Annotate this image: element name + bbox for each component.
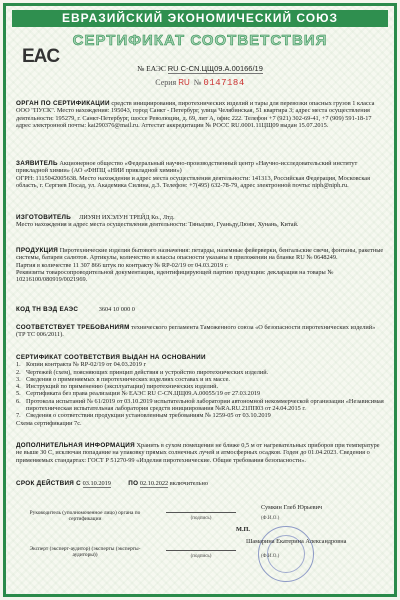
basis-item: 6. Протокола испытаний № 61/2019 от 03.10.2019 испытательной лаборатории автономной некоммерческой организации «Независимая пиротехническая испытательная лаборатория средств инициирования №RA.RU.21ПП03 от 24.04.2015 г. xyxy=(16,397,384,413)
applicant-section xyxy=(16,160,384,189)
basis-heading: СЕРТИФИКАТ СООТВЕТСТВИЯ ВЫДАН НА ОСНОВАНИИ xyxy=(16,354,206,361)
union-banner: ЕВРАЗИЙСКИЙ ЭКОНОМИЧЕСКИЙ СОЮЗ xyxy=(12,10,388,27)
compliance-text: технического регламента Таможенного союза «О безопасности пиротехнических изделий» (ТР ТС 006/2011). xyxy=(16,324,376,339)
seal-label: М.П. xyxy=(236,526,250,533)
head-fio-hint: (Ф.И.О.) xyxy=(261,516,280,521)
basis-item: 7. Сведения о соответствии продукции установленным требованиям № 1259-05 от 03.10.2019 xyxy=(16,412,271,420)
series-label: Серия xyxy=(155,78,177,87)
number-label: № ЕАЭС xyxy=(137,64,166,73)
manufacturer-heading: ИЗГОТОВИТЕЛЬ xyxy=(16,214,72,221)
tnved-heading: КОД ТН ВЭД ЕАЭС xyxy=(16,306,79,313)
number-value: RU C-CN.ЦЩ09.А.00166/19 xyxy=(167,64,263,73)
basis-item: 5. Сертификата без права реализации № ЕАЭС RU C-CN.ЦЩ09.А.00055/19 от 27.03.2019 xyxy=(16,390,261,398)
certificate-title: СЕРТИФИКАТ СООТВЕТСТВИЯ xyxy=(72,32,328,49)
applicant-details: ОГРН: 1115042005638. Место нахождения и адрес места осуществления деятельности: 141313, Российская Федерация, Московская область, г. Сергиев Посад, ул. Академика Силина, д.3. Телефон: +7(495) 632-78-79, адрес электронной почты: niph@niph.ru. xyxy=(16,174,370,189)
series-line xyxy=(6,78,394,88)
extra-info-text: Хранить в сухом помещении не ближе 0,5 м от нагревательных приборов при температуре не выше 30 С, исключая попадание на упаковку прямых солнечных лучей и атмосферных осадков. Годен до 01.04.2023. Сведения о применяемых стандартах: ГОСТ Р 51270-99 «Изделия пиротехнические. Общие требования безопасности». xyxy=(16,442,380,464)
validity-from-label: СРОК ДЕЙСТВИЯ С xyxy=(16,480,81,487)
manufacturer-name: ЛИУЯН ИХЭЛУН ТРЕЙД Ко., Лтд. xyxy=(78,214,175,221)
series-num-label: № xyxy=(193,78,202,87)
series-code: RU xyxy=(178,78,190,87)
basis-item: 4. Инструкций по применению (эксплуатации) пиротехнических изделий. xyxy=(16,383,219,391)
validity-from-date: 03.10.2019 xyxy=(82,480,111,487)
certification-scheme: Схема сертификации 7с. xyxy=(16,419,82,427)
validity-inclusive: включительно xyxy=(169,480,209,487)
product-heading: ПРОДУКЦИЯ xyxy=(16,247,59,254)
product-text: Пиротехнические изделия бытового назначения: петарды, наземные фейерверки, бенгальские свечи, фонтаны, ракетные системы, батареи салютов. Артикулы, количество и классы опасности указаны в приложении на бланке RU № 0648249. xyxy=(16,247,384,262)
basis-item: 2. Чертежей (схем), поясняющих принцип действия и устройство пиротехнических изделий. xyxy=(16,368,269,376)
head-signature-line xyxy=(166,512,236,513)
certification-body-heading: ОРГАН ПО СЕРТИФИКАЦИИ xyxy=(16,100,110,107)
certificate-frame xyxy=(3,3,397,597)
head-sign-hint: (подпись) xyxy=(190,516,212,521)
certificate-number xyxy=(6,64,394,73)
applicant-heading: ЗАЯВИТЕЛЬ xyxy=(16,160,58,167)
tnved-section xyxy=(16,306,384,313)
expert-fio-hint: (Ф.И.О.) xyxy=(261,554,280,559)
validity-section xyxy=(16,480,384,487)
expert-role: Эксперт (эксперт-аудитор) (эксперты (эксперты-аудиторы)) xyxy=(29,546,141,559)
manufacturer-section xyxy=(16,214,384,229)
basis-item: 3. Сведения о применяемых в пиротехнических изделиях составах и их массе. xyxy=(16,375,230,383)
head-role: Руководитель (уполномоченное лицо) органа по сертификации xyxy=(29,510,141,523)
product-batch: Партия в количестве 11 307 866 штук по контракту № RP-02/19 от 04.03.2019 г. xyxy=(16,261,229,269)
head-name: Сумкин Глеб Юрьевич xyxy=(261,504,323,511)
applicant-text: Акционерное общество «Федеральный научно-производственный центр «Научно-исследовательский институт прикладной химии» (АО «ФНПЦ «НИИ прикладной химии») xyxy=(16,160,358,175)
extra-info-section xyxy=(16,442,384,464)
basis-list xyxy=(16,361,384,419)
signatures-area xyxy=(16,496,384,592)
certification-body-text: средств инициирования, пиротехнических изделий и тары для перевозки опасных грузов 1 класса ООО "ПУСК". Место нахождения: 195043, город Санкт - Петербург, улица Челябинская, 51 квартира 3; адрес места осуществления деятельности: 195279, г. Санкт-Петербург, шоссе Революции, д. 69, лит А, офис 222. Телефон +7 (921) 302-69-41, +7 (909) 591-18-17 адрес электронной почты: kai290376@mail.ru. Аттестат аккредитации № РОСС RU.0001.11ЦЩ09 выдан 15.07.2015. xyxy=(16,100,375,129)
expert-sign-hint: (подпись) xyxy=(190,554,212,559)
series-number: 0147184 xyxy=(203,78,245,88)
certification-body-section xyxy=(16,100,384,129)
expert-signature-line xyxy=(166,550,236,551)
eac-mark-icon: EAC xyxy=(22,46,60,67)
extra-info-heading: ДОПОЛНИТЕЛЬНАЯ ИНФОРМАЦИЯ xyxy=(16,442,135,449)
tnved-value: 3604 10 000 0 xyxy=(98,306,135,313)
expert-name: Шамарина Екатерина Александровна xyxy=(246,538,347,545)
compliance-heading: СООТВЕТСТВУЕТ ТРЕБОВАНИЯМ xyxy=(16,324,130,331)
manufacturer-address: Место нахождения и адрес места осуществления деятельности: Тяньцзво, Гуаньду,Люян, Хунань, Китай. xyxy=(16,221,299,229)
compliance-section xyxy=(16,324,384,339)
validity-to-date: 02.10.2022 xyxy=(139,480,169,487)
validity-to-label: ПО xyxy=(128,480,139,487)
product-section xyxy=(16,247,384,283)
basis-section xyxy=(16,354,384,427)
product-docs: Реквизиты товаросопроводительной документации, идентифицирующей партию продукции: декларация на товары № 10216100/080919/0021969. xyxy=(16,268,334,284)
basis-item: 1. Копии контракта № RP-02/19 от 04.03.2019 г xyxy=(16,361,147,369)
